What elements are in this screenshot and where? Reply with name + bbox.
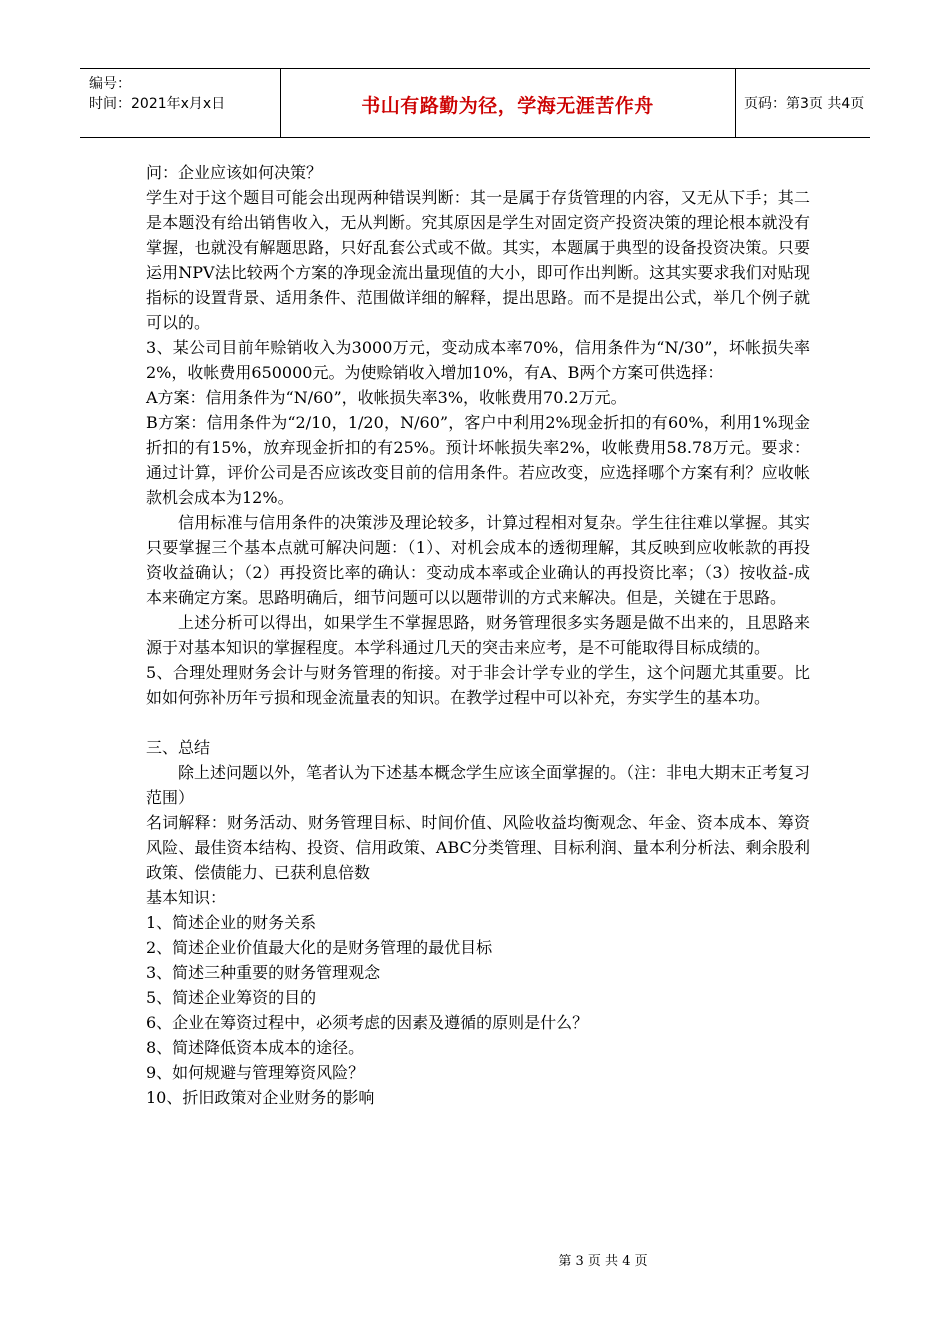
terms-paragraph: 名词解释：财务活动、财务管理目标、时间价值、风险收益均衡观念、年金、资本成本、筹资风险、最佳资本结构、投资、信用政策、ABC分类管理、目标利润、量本利分析法、剩余股利政策、偿债能力、已获利息倍数 (146, 813, 810, 882)
list-item: 9、如何规避与管理筹资风险？ (146, 1063, 365, 1082)
list-item: 2、简述企业价值最大化的是财务管理的最优目标 (146, 938, 493, 957)
list-item: 3、简述三种重要的财务管理观念 (146, 963, 381, 982)
point-5-paragraph: 5、合理处理财务会计与财务管理的衔接。对于非会计学专业的学生，这个问题尤其重要。比如如何弥补历年亏损和现金流量表的知识。在教学过程中可以补充，夯实学生的基本功。 (146, 663, 810, 707)
header-page-code: 页码：第3页 共4页 (744, 96, 865, 112)
page-footer (0, 1250, 950, 1269)
summary-paragraph: 除上述问题以外，笔者认为下述基本概念学生应该全面掌握的。（注：非电大期末正考复习范围） (146, 763, 811, 807)
basic-knowledge-heading: 基本知识： (146, 888, 227, 907)
list-item: 5、简述企业筹资的目的 (146, 988, 317, 1007)
header-page-cell (735, 69, 870, 137)
header-motto: 书山有路勤为径，学海无涯苦作舟 (361, 95, 654, 117)
question-line: 问：企业应该如何决策？ (146, 163, 323, 182)
footer-page-number: 第 3 页 共 4 页 (558, 1254, 648, 1269)
credit-analysis-paragraph: 信用标准与信用条件的决策涉及理论较多，计算过程相对复杂。学生往往难以掌握。其实只要掌握三个基本点就可解决问题：（1）、对机会成本的透彻理解，其反映到应收帐款的再投资收益确认；（2）再投资比率的确认：变动成本率或企业确认的再投资比率；（3）按收益-成本来确定方案。思路明确后，细节问题可以以题带训的方式来解决。但是，关键在于思路。 (146, 513, 810, 607)
list-item: 10、折旧政策对企业财务的影响 (146, 1088, 375, 1107)
list-item: 8、简述降低资本成本的途径。 (146, 1038, 365, 1057)
list-item: 6、企业在筹资过程中，必须考虑的因素及遵循的原则是什么？ (146, 1013, 589, 1032)
list-item: 1、简述企业的财务关系 (146, 913, 317, 932)
serial-label: 编号： (89, 76, 131, 92)
header-meta-cell (80, 69, 281, 137)
analysis-paragraph: 学生对于这个题目可能会出现两种错误判断：其一是属于存货管理的内容，又无从下手；其二是本题没有给出销售收入，无从判断。究其原因是学生对固定资产投资决策的理论根本就没有掌握，也就没有解题思路，只好乱套公式或不做。其实，本题属于典型的设备投资决策。只要运用NPV法比较两个方案的净现金流出量现值的大小，即可作出判断。这其实要求我们对贴现指标的设置背景、适用条件、范围做详细的解释，提出思路。而不是提出公式，举几个例子就可以的。 (146, 188, 810, 332)
header-motto-cell (280, 69, 736, 137)
blank-line (146, 710, 810, 735)
plan-b-paragraph: B方案：信用条件为“2/10，1/20，N/60”，客户中利用2%现金折扣的有60%，利用1%现金折扣的有15%，放弃现金折扣的有25%。预计坏帐损失率2%，收帐费用58.78万元。要求：通过计算，评价公司是否应该改变目前的信用条件。若应改变，应选择哪个方案有利？应收帐款机会成本为12%。 (146, 413, 810, 507)
example-3-paragraph: 3、某公司目前年赊销收入为3000万元，变动成本率70%，信用条件为“N/30”，坏帐损失率2%，收帐费用650000元。为使赊销收入增加10%，有A、B两个方案可供选择： (146, 338, 810, 382)
plan-a-paragraph: A方案：信用条件为“N/60”，收帐损失率3%，收帐费用70.2万元。 (146, 388, 627, 407)
time-label: 时间：2021年x月x日 (89, 96, 226, 112)
document-body (146, 160, 810, 1110)
conclusion-paragraph: 上述分析可以得出，如果学生不掌握思路，财务管理很多实务题是做不出来的，且思路来源于对基本知识的掌握程度。本学科通过几天的突击来应考，是不可能取得目标成绩的。 (146, 613, 810, 657)
section-heading: 三、总结 (146, 738, 211, 757)
page-header (80, 68, 870, 138)
